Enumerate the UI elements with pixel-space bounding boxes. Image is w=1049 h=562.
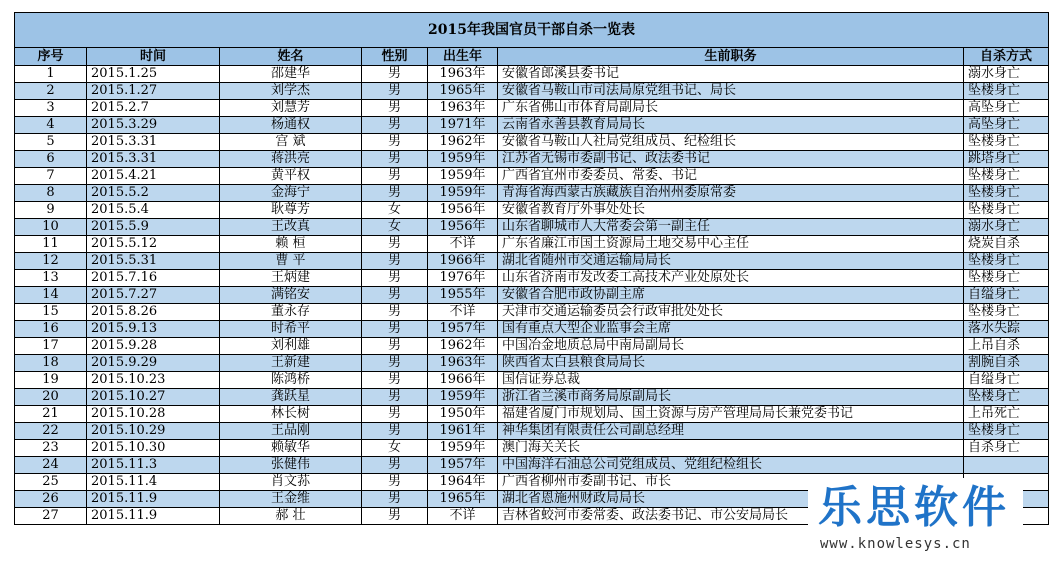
- cell-gender: 男: [362, 355, 428, 372]
- header-birth-year: 出生年: [428, 48, 498, 66]
- cell-gender: 男: [362, 491, 428, 508]
- cell-date: 2015.5.12: [87, 236, 220, 253]
- cell-method: 落水失踪: [964, 321, 1049, 338]
- cell-date: 2015.11.3: [87, 457, 220, 474]
- table-row: [15, 134, 1049, 151]
- cell-date: 2015.5.2: [87, 185, 220, 202]
- cell-gender: 男: [362, 100, 428, 117]
- cell-index: 9: [15, 202, 87, 219]
- cell-name: 耿尊芳: [220, 202, 362, 219]
- cell-date: 2015.10.30: [87, 440, 220, 457]
- cell-birth-year: 1959年: [428, 168, 498, 185]
- table-row: [15, 117, 1049, 134]
- cell-gender: 男: [362, 321, 428, 338]
- cell-birth-year: 1964年: [428, 474, 498, 491]
- table-row: [15, 202, 1049, 219]
- cell-name: 刘学杰: [220, 83, 362, 100]
- cell-method: 坠楼身亡: [964, 270, 1049, 287]
- table-row: [15, 355, 1049, 372]
- cell-gender: 女: [362, 219, 428, 236]
- cell-name: 曹 平: [220, 253, 362, 270]
- cell-date: 2015.3.31: [87, 134, 220, 151]
- cell-birth-year: 1957年: [428, 321, 498, 338]
- cell-name: 赖敏华: [220, 440, 362, 457]
- cell-index: 6: [15, 151, 87, 168]
- cell-position: 广西省柳州市委副书记、市长: [498, 474, 964, 491]
- cell-birth-year: 1955年: [428, 287, 498, 304]
- cell-date: 2015.7.16: [87, 270, 220, 287]
- cell-date: 2015.3.31: [87, 151, 220, 168]
- cell-position: 安徽省马鞍山人社局党组成员、纪检组长: [498, 134, 964, 151]
- cell-birth-year: 1959年: [428, 440, 498, 457]
- cell-index: 7: [15, 168, 87, 185]
- cell-position: 福建省厦门市规划局、国土资源与房产管理局局长兼党委书记: [498, 406, 964, 423]
- cell-gender: 男: [362, 134, 428, 151]
- cell-birth-year: 1976年: [428, 270, 498, 287]
- cell-name: 郝 壮: [220, 508, 362, 525]
- cell-index: 4: [15, 117, 87, 134]
- cell-position: 国有重点大型企业监事会主席: [498, 321, 964, 338]
- cell-date: 2015.10.28: [87, 406, 220, 423]
- cell-gender: 男: [362, 423, 428, 440]
- cell-position: 广东省佛山市体育局副局长: [498, 100, 964, 117]
- cell-birth-year: 1962年: [428, 338, 498, 355]
- table-row: [15, 270, 1049, 287]
- cell-method: 坠楼身亡: [964, 83, 1049, 100]
- cell-birth-year: 1966年: [428, 372, 498, 389]
- cell-method: 坠楼身亡: [964, 202, 1049, 219]
- cell-method: 上吊自杀: [964, 338, 1049, 355]
- cell-position: 云南省永善县教育局局长: [498, 117, 964, 134]
- cell-method: 溺水身亡: [964, 66, 1049, 83]
- table-row: [15, 304, 1049, 321]
- table-row: [15, 185, 1049, 202]
- cell-position: 浙江省兰溪市商务局原副局长: [498, 389, 964, 406]
- cell-date: 2015.11.4: [87, 474, 220, 491]
- cell-gender: 男: [362, 372, 428, 389]
- cell-name: 王新建: [220, 355, 362, 372]
- cell-name: 满铭安: [220, 287, 362, 304]
- cell-birth-year: 1963年: [428, 355, 498, 372]
- cell-gender: 男: [362, 270, 428, 287]
- cell-date: 2015.5.31: [87, 253, 220, 270]
- cell-birth-year: 1956年: [428, 219, 498, 236]
- cell-birth-year: 1966年: [428, 253, 498, 270]
- cell-name: 王品刚: [220, 423, 362, 440]
- table-row: [15, 236, 1049, 253]
- header-row: [15, 48, 1049, 66]
- cell-method: [964, 457, 1049, 474]
- cell-gender: 男: [362, 474, 428, 491]
- cell-index: 5: [15, 134, 87, 151]
- cell-position: 安徽省合肥市政协副主席: [498, 287, 964, 304]
- cell-date: 2015.9.13: [87, 321, 220, 338]
- cell-name: 邵建华: [220, 66, 362, 83]
- header-index: 序号: [15, 48, 87, 66]
- cell-date: 2015.10.29: [87, 423, 220, 440]
- cell-gender: 女: [362, 440, 428, 457]
- cell-name: 蒋洪亮: [220, 151, 362, 168]
- cell-birth-year: 1956年: [428, 202, 498, 219]
- cell-position: 山东省济南市发改委工高技术产业处原处长: [498, 270, 964, 287]
- cell-name: 宫 斌: [220, 134, 362, 151]
- cell-name: 龚跃星: [220, 389, 362, 406]
- cell-name: 肖文荪: [220, 474, 362, 491]
- cell-index: 14: [15, 287, 87, 304]
- cell-name: 王改真: [220, 219, 362, 236]
- table-row: [15, 457, 1049, 474]
- cell-date: 2015.10.27: [87, 389, 220, 406]
- table-row: [15, 253, 1049, 270]
- cell-index: 21: [15, 406, 87, 423]
- cell-gender: 男: [362, 151, 428, 168]
- watermark-logo: [808, 478, 1023, 562]
- cell-birth-year: 不详: [428, 508, 498, 525]
- cell-date: 2015.9.29: [87, 355, 220, 372]
- cell-index: 11: [15, 236, 87, 253]
- table-row: [15, 423, 1049, 440]
- cell-index: 10: [15, 219, 87, 236]
- cell-name: 张健伟: [220, 457, 362, 474]
- cell-name: 金海宁: [220, 185, 362, 202]
- cell-birth-year: 1971年: [428, 117, 498, 134]
- cell-method: 坠楼身亡: [964, 423, 1049, 440]
- cell-gender: 男: [362, 236, 428, 253]
- header-position: 生前职务: [498, 48, 964, 66]
- cell-index: 13: [15, 270, 87, 287]
- table-row: [15, 219, 1049, 236]
- cell-position: 广东省廉江市国土资源局土地交易中心主任: [498, 236, 964, 253]
- cell-method: 上吊死亡: [964, 406, 1049, 423]
- cell-birth-year: 1963年: [428, 66, 498, 83]
- cell-birth-year: 不详: [428, 236, 498, 253]
- table-row: [15, 168, 1049, 185]
- cell-method: 坠楼身亡: [964, 134, 1049, 151]
- cell-index: 1: [15, 66, 87, 83]
- cell-gender: 男: [362, 338, 428, 355]
- table-row: [15, 100, 1049, 117]
- cell-position: 陕西省太白县粮食局局长: [498, 355, 964, 372]
- cell-birth-year: 1965年: [428, 83, 498, 100]
- table-row: [15, 287, 1049, 304]
- cell-index: 27: [15, 508, 87, 525]
- cell-index: 12: [15, 253, 87, 270]
- table-row: [15, 321, 1049, 338]
- cell-index: 19: [15, 372, 87, 389]
- cell-gender: 男: [362, 389, 428, 406]
- cell-gender: 男: [362, 253, 428, 270]
- cell-birth-year: 不详: [428, 304, 498, 321]
- header-name: 姓名: [220, 48, 362, 66]
- cell-date: 2015.8.26: [87, 304, 220, 321]
- cell-birth-year: 1959年: [428, 151, 498, 168]
- cell-method: 自缢身亡: [964, 287, 1049, 304]
- cell-date: 2015.11.9: [87, 491, 220, 508]
- cell-date: 2015.7.27: [87, 287, 220, 304]
- table-row: [15, 338, 1049, 355]
- cell-birth-year: 1957年: [428, 457, 498, 474]
- cell-position: 吉林省蛟河市委常委、政法委书记、市公安局局长: [498, 508, 964, 525]
- cell-index: 20: [15, 389, 87, 406]
- cell-method: 坠楼身亡: [964, 253, 1049, 270]
- cell-index: 15: [15, 304, 87, 321]
- cell-name: 刘慧芳: [220, 100, 362, 117]
- cell-position: 神华集团有限责任公司副总经理: [498, 423, 964, 440]
- cell-method: 坠楼身亡: [964, 168, 1049, 185]
- cell-birth-year: 1965年: [428, 491, 498, 508]
- cell-date: 2015.5.9: [87, 219, 220, 236]
- cell-gender: 男: [362, 406, 428, 423]
- cell-index: 24: [15, 457, 87, 474]
- cell-gender: 男: [362, 287, 428, 304]
- cell-name: 林长树: [220, 406, 362, 423]
- cell-method: 自杀身亡: [964, 440, 1049, 457]
- cell-name: 杨通权: [220, 117, 362, 134]
- cell-method: 坠楼身亡: [964, 304, 1049, 321]
- cell-position: 安徽省郎溪县委书记: [498, 66, 964, 83]
- cell-name: 王金维: [220, 491, 362, 508]
- cell-name: 王炳建: [220, 270, 362, 287]
- cell-position: 青海省海西蒙古族藏族自治州州委原常委: [498, 185, 964, 202]
- cell-method: 跳塔身亡: [964, 151, 1049, 168]
- cell-date: 2015.9.28: [87, 338, 220, 355]
- cell-method: 高坠身亡: [964, 117, 1049, 134]
- cell-gender: 男: [362, 66, 428, 83]
- cell-method: 坠楼身亡: [964, 185, 1049, 202]
- cell-method: 烧炭自杀: [964, 236, 1049, 253]
- cell-gender: 男: [362, 508, 428, 525]
- cell-name: 黄平权: [220, 168, 362, 185]
- table-title: 2015年我国官员干部自杀一览表: [15, 13, 1049, 48]
- cell-date: 2015.1.25: [87, 66, 220, 83]
- table-row: [15, 372, 1049, 389]
- cell-birth-year: 1959年: [428, 185, 498, 202]
- cell-position: 湖北省恩施州财政局局长: [498, 491, 964, 508]
- cell-position: 中国冶金地质总局中南局副局长: [498, 338, 964, 355]
- cell-method: 自缢身亡: [964, 372, 1049, 389]
- cell-gender: 男: [362, 185, 428, 202]
- cell-date: 2015.2.7: [87, 100, 220, 117]
- cell-date: 2015.3.29: [87, 117, 220, 134]
- cell-index: 25: [15, 474, 87, 491]
- cell-index: 26: [15, 491, 87, 508]
- watermark-url: www.knowlesys.cn: [820, 536, 971, 552]
- cell-name: 时希平: [220, 321, 362, 338]
- cell-birth-year: 1961年: [428, 423, 498, 440]
- cell-position: 天津市交通运输委员会行政审批处处长: [498, 304, 964, 321]
- cell-position: 江苏省无锡市委副书记、政法委书记: [498, 151, 964, 168]
- cell-name: 陈鸿桥: [220, 372, 362, 389]
- cell-date: 2015.10.23: [87, 372, 220, 389]
- cell-date: 2015.1.27: [87, 83, 220, 100]
- cell-birth-year: 1950年: [428, 406, 498, 423]
- cell-method: 高坠身亡: [964, 100, 1049, 117]
- cell-gender: 男: [362, 168, 428, 185]
- cell-gender: 男: [362, 304, 428, 321]
- cell-position: 中国海洋石油总公司党组成员、党组纪检组长: [498, 457, 964, 474]
- cell-position: 山东省聊城市人大常委会第一副主任: [498, 219, 964, 236]
- cell-position: 国信证券总裁: [498, 372, 964, 389]
- table-row: [15, 151, 1049, 168]
- header-gender: 性别: [362, 48, 428, 66]
- cell-index: 2: [15, 83, 87, 100]
- cell-index: 23: [15, 440, 87, 457]
- header-date: 时间: [87, 48, 220, 66]
- cell-position: 湖北省随州市交通运输局局长: [498, 253, 964, 270]
- cell-gender: 男: [362, 457, 428, 474]
- cell-method: 溺水身亡: [964, 219, 1049, 236]
- cell-date: 2015.11.9: [87, 508, 220, 525]
- title-row: [15, 13, 1049, 48]
- cell-index: 3: [15, 100, 87, 117]
- cell-method: 坠楼身亡: [964, 389, 1049, 406]
- cell-position: 安徽省马鞍山市司法局原党组书记、局长: [498, 83, 964, 100]
- cell-position: 广西省宜州市委委员、常委、书记: [498, 168, 964, 185]
- cell-date: 2015.4.21: [87, 168, 220, 185]
- officials-table: [14, 12, 1049, 525]
- header-method: 自杀方式: [964, 48, 1049, 66]
- cell-index: 16: [15, 321, 87, 338]
- cell-index: 8: [15, 185, 87, 202]
- table-row: [15, 66, 1049, 83]
- table-row: [15, 440, 1049, 457]
- cell-birth-year: 1962年: [428, 134, 498, 151]
- cell-birth-year: 1963年: [428, 100, 498, 117]
- cell-index: 22: [15, 423, 87, 440]
- cell-position: 澳门海关关长: [498, 440, 964, 457]
- cell-name: 赖 桓: [220, 236, 362, 253]
- cell-gender: 男: [362, 117, 428, 134]
- cell-name: 刘利雄: [220, 338, 362, 355]
- cell-gender: 女: [362, 202, 428, 219]
- cell-index: 17: [15, 338, 87, 355]
- cell-gender: 男: [362, 83, 428, 100]
- cell-birth-year: 1959年: [428, 389, 498, 406]
- cell-method: 割腕自杀: [964, 355, 1049, 372]
- table-row: [15, 406, 1049, 423]
- table-row: [15, 83, 1049, 100]
- cell-position: 安徽省教育厅外事处处长: [498, 202, 964, 219]
- table-row: [15, 389, 1049, 406]
- watermark-brand: 乐思软件: [818, 482, 1010, 533]
- cell-date: 2015.5.4: [87, 202, 220, 219]
- cell-name: 董永存: [220, 304, 362, 321]
- cell-index: 18: [15, 355, 87, 372]
